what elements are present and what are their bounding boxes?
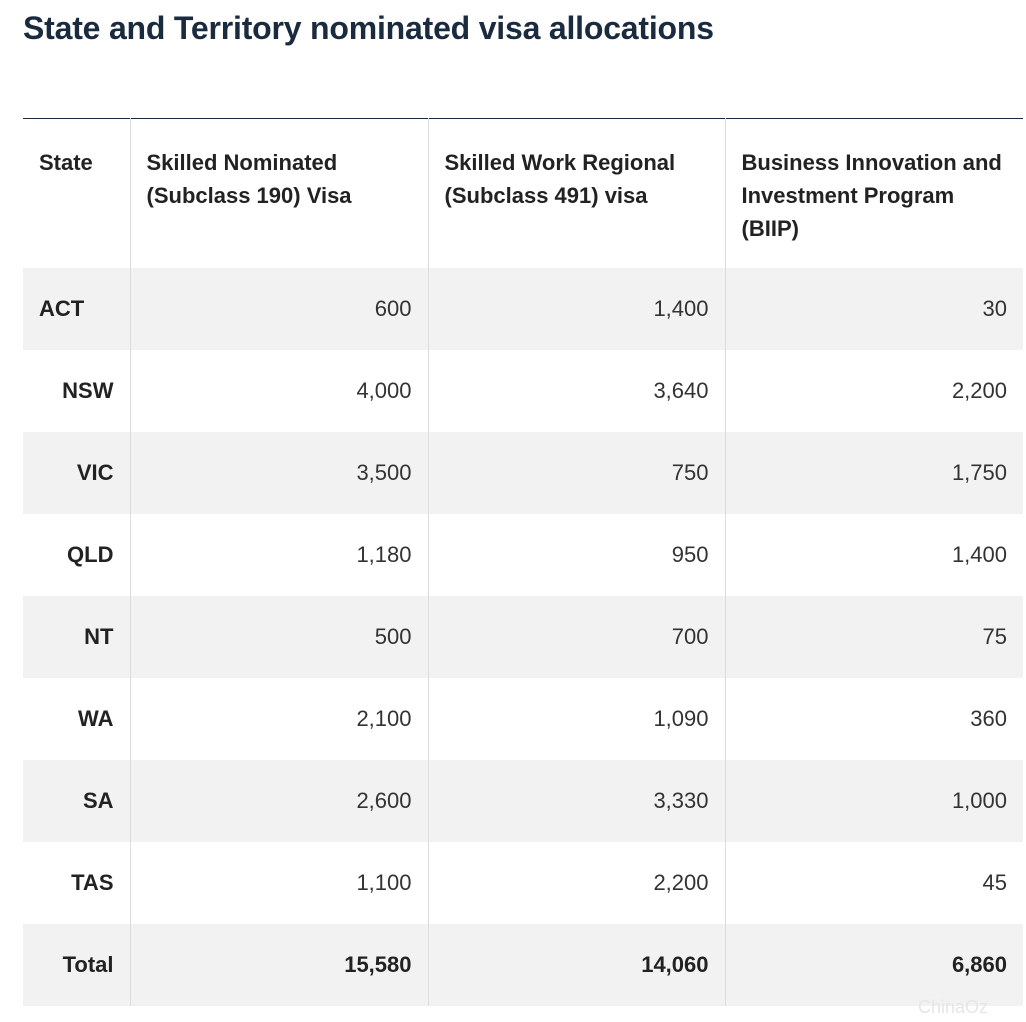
page-title: State and Territory nominated visa allocations xyxy=(23,10,714,46)
value-cell: 3,330 xyxy=(428,760,725,842)
header-biip: Business Innovation and Investment Program (BIIP) xyxy=(725,119,1023,268)
header-subclass-491: Skilled Work Regional (Subclass 491) visa xyxy=(428,119,725,268)
state-cell: VIC xyxy=(23,432,130,514)
value-cell: 360 xyxy=(725,678,1023,760)
state-cell: WA xyxy=(23,678,130,760)
value-cell: 1,400 xyxy=(428,268,725,350)
header-subclass-190: Skilled Nominated (Subclass 190) Visa xyxy=(130,119,428,268)
value-cell: 700 xyxy=(428,596,725,678)
table-row xyxy=(23,268,1023,350)
state-cell: SA xyxy=(23,760,130,842)
value-cell: 2,600 xyxy=(130,760,428,842)
table-header-row xyxy=(23,119,1023,268)
state-cell: TAS xyxy=(23,842,130,924)
state-cell: ACT xyxy=(23,268,130,350)
total-row xyxy=(23,924,1023,1006)
value-cell: 3,640 xyxy=(428,350,725,432)
total-label: Total xyxy=(23,924,130,1006)
table-row xyxy=(23,678,1023,760)
value-cell: 1,000 xyxy=(725,760,1023,842)
table-row xyxy=(23,842,1023,924)
value-cell: 30 xyxy=(725,268,1023,350)
value-cell: 1,100 xyxy=(130,842,428,924)
total-cell: 14,060 xyxy=(428,924,725,1006)
value-cell: 1,090 xyxy=(428,678,725,760)
value-cell: 1,180 xyxy=(130,514,428,596)
value-cell: 2,100 xyxy=(130,678,428,760)
total-cell: 15,580 xyxy=(130,924,428,1006)
watermark: ChinaOz xyxy=(918,997,989,1017)
total-cell: 6,860 xyxy=(725,924,1023,1006)
table-row xyxy=(23,350,1023,432)
header-state: State xyxy=(23,119,130,268)
value-cell: 2,200 xyxy=(725,350,1023,432)
value-cell: 1,750 xyxy=(725,432,1023,514)
state-cell: NT xyxy=(23,596,130,678)
table-row xyxy=(23,596,1023,678)
visa-allocation-table xyxy=(23,118,1023,1006)
value-cell: 75 xyxy=(725,596,1023,678)
value-cell: 45 xyxy=(725,842,1023,924)
value-cell: 600 xyxy=(130,268,428,350)
value-cell: 1,400 xyxy=(725,514,1023,596)
value-cell: 750 xyxy=(428,432,725,514)
value-cell: 4,000 xyxy=(130,350,428,432)
value-cell: 3,500 xyxy=(130,432,428,514)
state-cell: NSW xyxy=(23,350,130,432)
table-row xyxy=(23,432,1023,514)
table-row xyxy=(23,514,1023,596)
value-cell: 2,200 xyxy=(428,842,725,924)
value-cell: 950 xyxy=(428,514,725,596)
table-row xyxy=(23,760,1023,842)
value-cell: 500 xyxy=(130,596,428,678)
state-cell: QLD xyxy=(23,514,130,596)
